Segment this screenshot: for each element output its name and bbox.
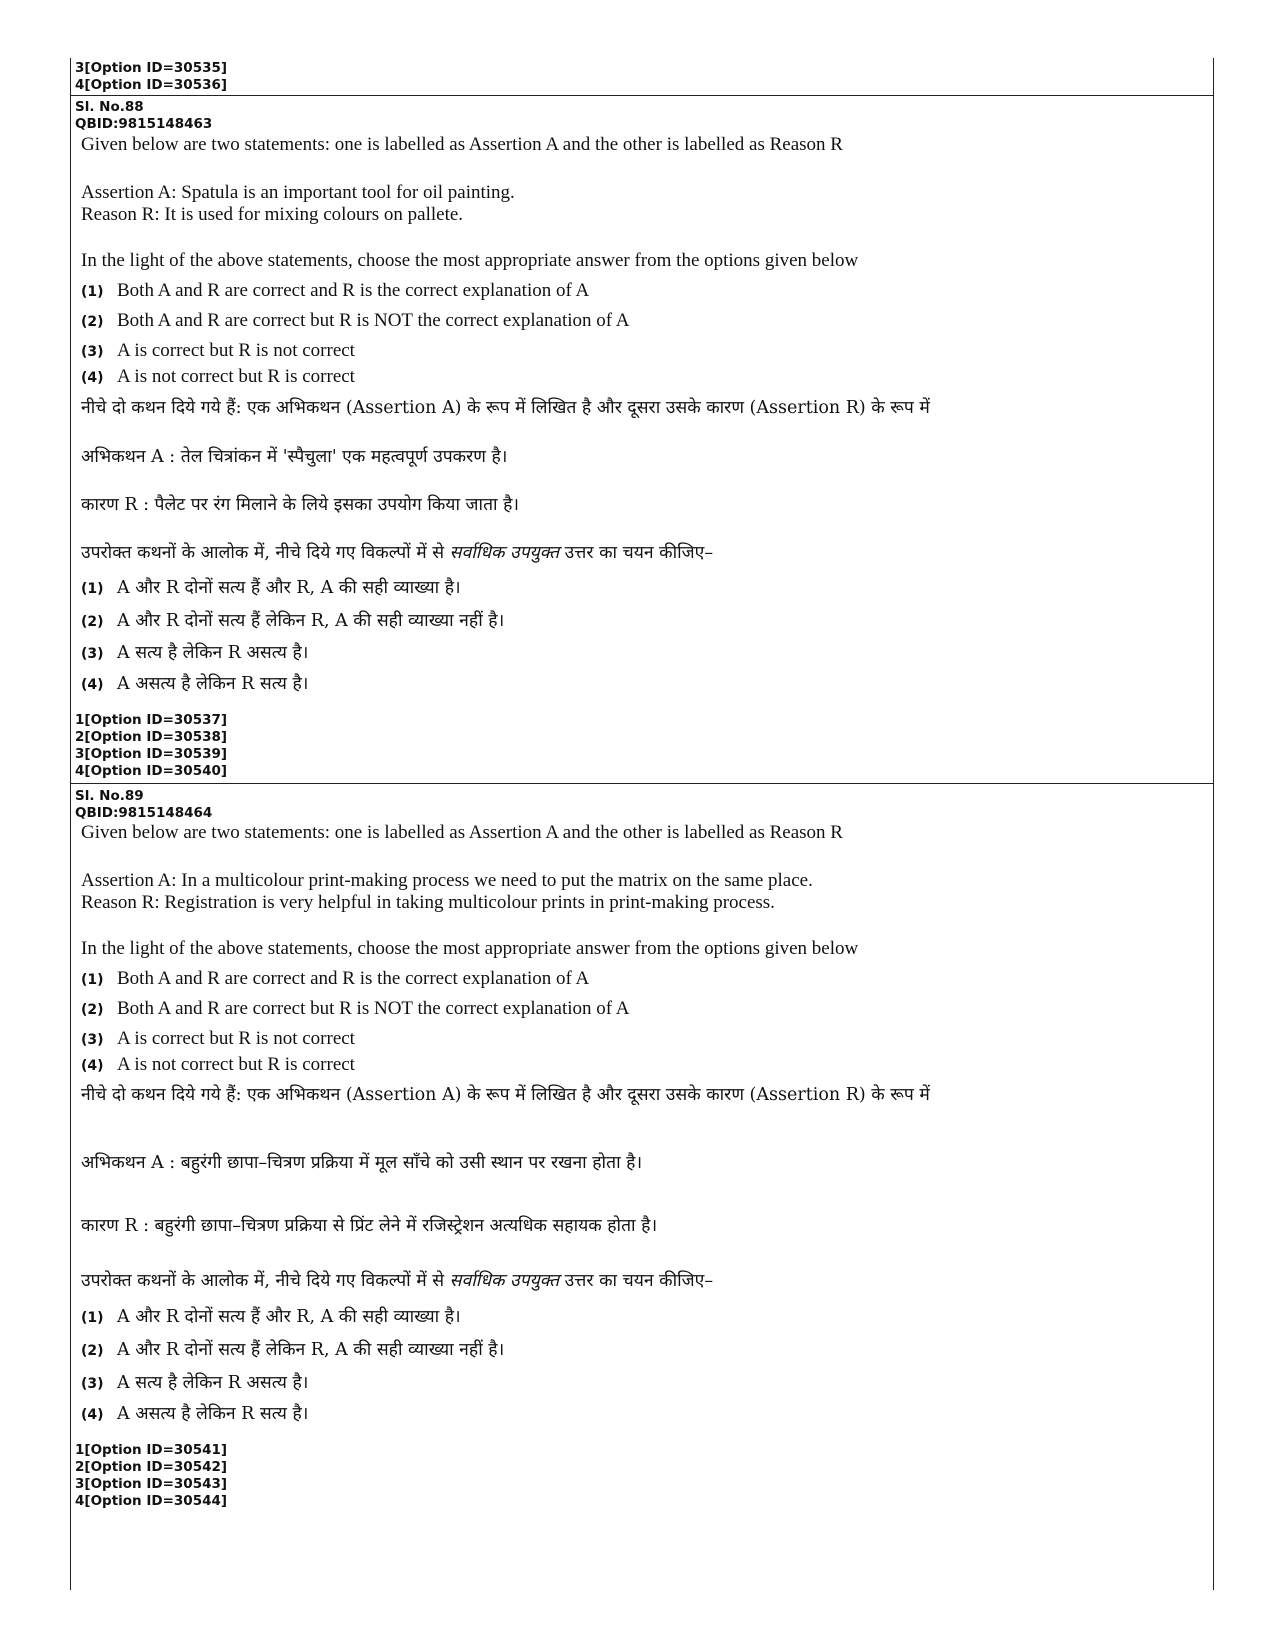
option-text: A सत्य है लेकिन R असत्य है।	[117, 643, 309, 663]
option-number: (1)	[81, 581, 104, 597]
hindi-reason: कारण R : बहुरंगी छापा–चित्रण प्रक्रिया से प्रिंट लेने में रजिस्ट्रेशन अत्यधिक सहायक होता है।	[81, 1216, 658, 1236]
option-text: A और R दोनों सत्य हैं लेकिन R, A की सही व्याख्या नहीं है।	[117, 1340, 505, 1360]
hindi-assertion: अभिकथन A : तेल चित्रांकन में 'स्पैचुला' एक महत्वपूर्ण उपकरण है।	[81, 447, 508, 467]
option-text: Both A and R are correct but R is NOT the correct explanation of A	[117, 310, 630, 331]
option-number: (4)	[81, 1407, 104, 1423]
assertion: Assertion A: In a multicolour print-making process we need to put the matrix on the same place.	[81, 870, 813, 891]
option-text: Both A and R are correct but R is NOT the correct explanation of A	[117, 998, 630, 1019]
hindi-option-2[interactable]	[71, 608, 1223, 632]
option-text: Both A and R are correct and R is the correct explanation of A	[117, 968, 590, 989]
option-id: 1[Option ID=30537]	[75, 712, 228, 728]
option-text: A और R दोनों सत्य हैं और R, A की सही व्याख्या है।	[117, 1307, 461, 1327]
question-89-option-ids	[71, 1442, 1213, 1510]
question-88-header	[71, 99, 1213, 133]
option-text: A is not correct but R is correct	[117, 1054, 355, 1075]
serial-number: Sl. No.89	[75, 788, 144, 804]
option-1[interactable]	[71, 280, 1223, 302]
option-id: 3[Option ID=30535]	[75, 60, 228, 76]
option-1[interactable]	[71, 968, 1223, 990]
option-id: 3[Option ID=30539]	[75, 746, 228, 762]
option-number: (3)	[81, 646, 104, 662]
hindi-assertion: अभिकथन A : बहुरंगी छापा–चित्रण प्रक्रिया में मूल साँचे को उसी स्थान पर रखना होता है।	[81, 1153, 643, 1173]
question-instruction-wrap	[71, 250, 1223, 272]
option-text: A is correct but R is not correct	[117, 340, 355, 361]
question-intro: Given below are two statements: one is labelled as Assertion A and the other is labelled as Reason R	[81, 134, 843, 155]
hindi-option-2[interactable]	[71, 1337, 1223, 1361]
qbid: QBID:9815148464	[75, 805, 213, 821]
option-2[interactable]	[71, 998, 1223, 1020]
hindi-instruction-post: उत्तर का चयन कीजिए–	[559, 1271, 714, 1291]
divider	[71, 783, 1213, 784]
option-4[interactable]	[71, 1054, 1223, 1076]
option-number: (1)	[81, 1310, 104, 1326]
option-number: (3)	[81, 1032, 104, 1048]
carryover-option-ids	[71, 60, 1213, 94]
option-3[interactable]	[71, 340, 1223, 362]
hindi-instruction	[71, 1268, 1223, 1292]
divider	[71, 95, 1213, 96]
question-intro: Given below are two statements: one is labelled as Assertion A and the other is labelled as Reason R	[81, 822, 843, 843]
option-number: (4)	[81, 677, 104, 693]
option-id: 3[Option ID=30543]	[75, 1476, 228, 1492]
hindi-option-4[interactable]	[71, 671, 1223, 695]
hindi-reason: कारण R : पैलेट पर रंग मिलाने के लिये इसका उपयोग किया जाता है।	[81, 495, 520, 515]
question-88-option-ids	[71, 712, 1213, 780]
option-id: 4[Option ID=30544]	[75, 1493, 228, 1509]
hindi-instruction	[71, 540, 1223, 564]
option-id: 1[Option ID=30541]	[75, 1442, 228, 1458]
option-number: (2)	[81, 1002, 104, 1018]
hindi-option-1[interactable]	[71, 575, 1223, 599]
question-88-statements	[71, 182, 1223, 226]
option-number: (2)	[81, 1343, 104, 1359]
option-2[interactable]	[71, 310, 1223, 332]
option-text: A और R दोनों सत्य हैं और R, A की सही व्याख्या है।	[117, 578, 461, 598]
option-text: A और R दोनों सत्य हैं लेकिन R, A की सही व्याख्या नहीं है।	[117, 611, 505, 631]
hindi-instruction-emphasis: सर्वाधिक उपयुक्त	[449, 1271, 560, 1291]
option-number: (4)	[81, 1058, 104, 1074]
hindi-option-3[interactable]	[71, 1370, 1223, 1394]
qbid: QBID:9815148463	[75, 116, 213, 132]
hindi-instruction-emphasis: सर्वाधिक उपयुक्त	[449, 543, 560, 563]
question-89-english	[71, 822, 1223, 844]
question-paper-frame	[70, 58, 1214, 1590]
option-id: 2[Option ID=30538]	[75, 729, 228, 745]
option-id: 4[Option ID=30540]	[75, 763, 228, 779]
question-instruction-wrap	[71, 938, 1223, 960]
assertion: Assertion A: Spatula is an important tool for oil painting.	[81, 182, 515, 203]
question-instruction: In the light of the above statements, choose the most appropriate answer from the options given below	[81, 938, 859, 959]
hindi-instruction-pre: उपरोक्त कथनों के आलोक में, नीचे दिये गए विकल्पों में से	[81, 543, 450, 563]
serial-number: Sl. No.88	[75, 99, 144, 115]
hindi-instruction-post: उत्तर का चयन कीजिए–	[559, 543, 714, 563]
option-number: (1)	[81, 972, 104, 988]
option-number: (4)	[81, 370, 104, 386]
option-text: A is not correct but R is correct	[117, 366, 355, 387]
hindi-option-4[interactable]	[71, 1401, 1223, 1425]
question-89-header	[71, 788, 1213, 822]
question-89-statements	[71, 870, 1223, 914]
reason: Reason R: It is used for mixing colours on pallete.	[81, 204, 464, 225]
option-text: A सत्य है लेकिन R असत्य है।	[117, 1373, 309, 1393]
question-88-english	[71, 134, 1223, 156]
question-instruction: In the light of the above statements, choose the most appropriate answer from the options given below	[81, 250, 859, 271]
option-number: (1)	[81, 284, 104, 300]
option-text: Both A and R are correct and R is the correct explanation of A	[117, 280, 590, 301]
option-number: (3)	[81, 344, 104, 360]
hindi-option-1[interactable]	[71, 1304, 1223, 1328]
question-89-hindi-intro: नीचे दो कथन दिये गये हैं: एक अभिकथन (Assertion A) के रूप में लिखित है और दूसरा उसके कारण (Assertion R) के रूप में	[81, 1085, 930, 1105]
option-number: (2)	[81, 614, 104, 630]
option-text: A is correct but R is not correct	[117, 1028, 355, 1049]
hindi-instruction-pre: उपरोक्त कथनों के आलोक में, नीचे दिये गए विकल्पों में से	[81, 1271, 450, 1291]
option-4[interactable]	[71, 366, 1223, 388]
option-3[interactable]	[71, 1028, 1223, 1050]
option-text: A असत्य है लेकिन R सत्य है।	[117, 674, 309, 694]
hindi-option-3[interactable]	[71, 640, 1223, 664]
question-88-hindi-intro: नीचे दो कथन दिये गये हैं: एक अभिकथन (Assertion A) के रूप में लिखित है और दूसरा उसके कारण (Assertion R) के रूप में	[81, 398, 930, 418]
option-id: 2[Option ID=30542]	[75, 1459, 228, 1475]
reason: Reason R: Registration is very helpful in taking multicolour prints in print-making process.	[81, 892, 775, 913]
option-number: (3)	[81, 1376, 104, 1392]
option-id: 4[Option ID=30536]	[75, 77, 228, 93]
option-number: (2)	[81, 314, 104, 330]
option-text: A असत्य है लेकिन R सत्य है।	[117, 1404, 309, 1424]
